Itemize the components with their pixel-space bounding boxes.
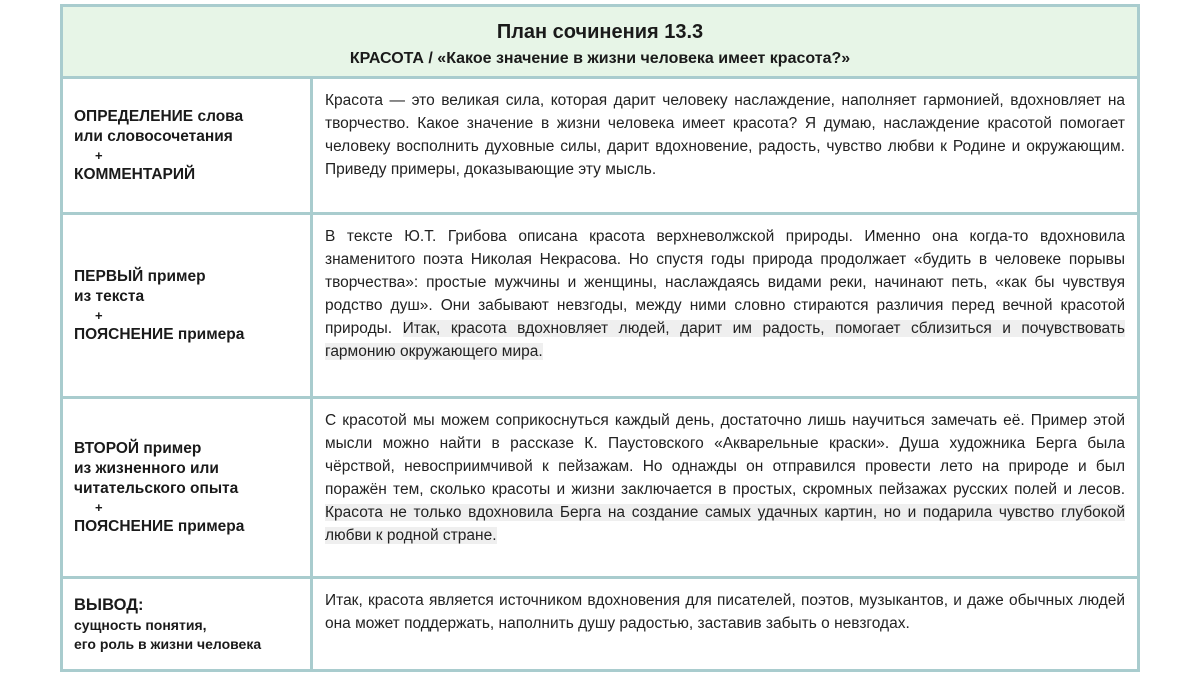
label-line: ВЫВОД: <box>74 595 144 614</box>
row-label <box>63 579 313 669</box>
row-label <box>63 399 313 576</box>
essay-plan-table <box>60 4 1140 672</box>
row-second-example <box>63 399 1137 579</box>
row-text <box>313 79 1137 212</box>
highlighted-text: Итак, красота вдохновляет людей, дарит им радость, помогает сблизиться и почувствовать гармонию окружающего мира. <box>325 320 1126 360</box>
row-definition <box>63 79 1137 215</box>
row-conclusion <box>63 579 1137 669</box>
paragraph-text: В тексте Ю.Т. Грибова описана красота верхневолжской природы. Именно она когда-то вдохновила знаменитого поэта Николая Некрасова. Но спустя годы природа продолжает «будить в человеке порывы творчества»: простые мужчины и женщины, наслаждаясь видами реки, начинают петь, «как бы чувствуя родство душ». Они забывают невзгоды, между ними словно стираются различия перед вечной красотой природы. <box>325 228 1125 337</box>
label-line: его роль в жизни человека <box>74 635 262 652</box>
label-line: читательского опыта <box>74 479 239 497</box>
label-line: из текста <box>74 287 145 305</box>
label-line: ПЕРВЫЙ пример <box>74 267 206 285</box>
page-title: План сочинения 13.3 <box>496 21 704 43</box>
row-label <box>63 215 313 396</box>
label-line: из жизненного или <box>74 459 219 477</box>
plus-sign: + <box>95 147 103 163</box>
label-line: ВТОРОЙ пример <box>74 439 202 457</box>
label-line: сущность понятия, <box>74 616 207 633</box>
plus-sign: + <box>95 499 103 515</box>
row-label <box>63 79 313 212</box>
row-text <box>313 215 1137 396</box>
label-line: или словосочетания <box>74 127 233 145</box>
label-line: ПОЯСНЕНИЕ примера <box>74 517 245 535</box>
row-first-example <box>63 215 1137 399</box>
paragraph-text: С красотой мы можем соприкоснуться каждый день, достаточно лишь научиться замечать её. Пример этой мысли можно найти в рассказе К. Паустовского «Акварельные краски». Душа художника Берга была чёрствой, невосприимчивой к пейзажам. Но однажды он отправился провести лето на природе и был поражён тем, сколько красоты и жизни заключается в простых, скромных пейзажах русских полей и лесов. <box>325 412 1125 498</box>
row-text <box>313 579 1137 669</box>
page-subtitle: КРАСОТА / «Какое значение в жизни человека имеет красота?» <box>349 50 851 67</box>
label-line: ПОЯСНЕНИЕ примера <box>74 325 245 343</box>
plus-sign: + <box>95 307 103 323</box>
paragraph-text: Итак, красота является источником вдохновения для писателей, поэтов, музыкантов, и даже обычных людей она может поддержать, наполнить душу радостью, заставив забыть о невзгодах. <box>325 592 1125 632</box>
row-text <box>313 399 1137 576</box>
table-header <box>63 7 1137 79</box>
highlighted-text: Красота не только вдохновила Берга на создание самых удачных картин, но и подарила чувство глубокой любви к родной стране. <box>325 504 1125 544</box>
label-line: ОПРЕДЕЛЕНИЕ слова <box>74 107 244 125</box>
paragraph-text: Красота — это великая сила, которая дарит человеку наслаждение, наполняет гармонией, вдохновляет на творчество. Какое значение в жизни человека имеет красота? Я думаю, наслаждение красотой помогает человеку восполнить духовные силы, дарит вдохновение, радость, чувство любви к Родине и окружающим. Приведу примеры, доказывающие эту мысль. <box>325 92 1125 178</box>
label-line: КОММЕНТАРИЙ <box>74 165 196 183</box>
